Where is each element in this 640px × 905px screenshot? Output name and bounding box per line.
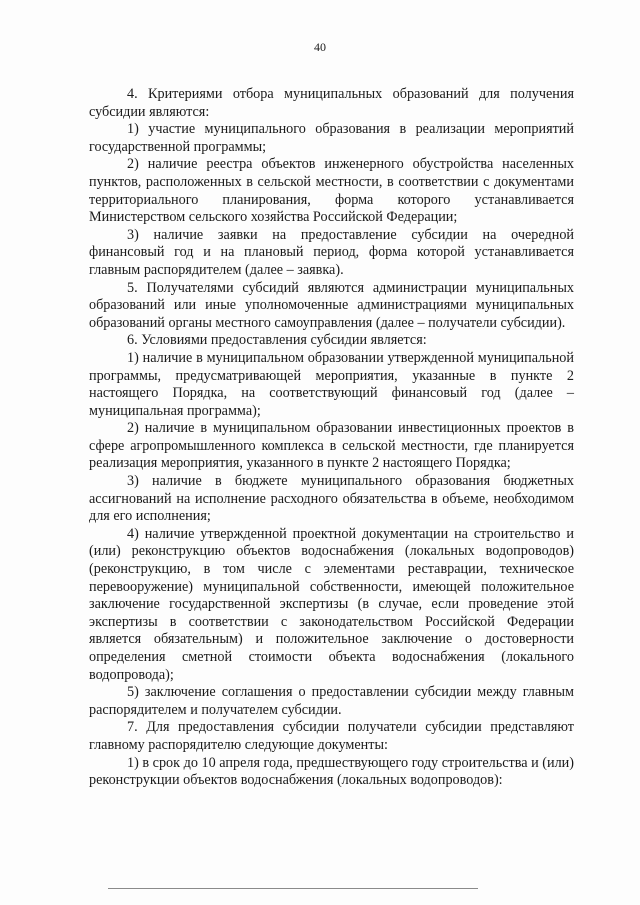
paragraph-conditions-5: 5) заключение соглашения о предоставлении субсидии между главным распорядителем и получателем субсидии. (89, 684, 574, 718)
paragraph-conditions: 6. Условиями предоставления субсидии является: (127, 332, 427, 349)
paragraph-conditions-1: 1) наличие в муниципальном образовании утвержденной муниципальной программы, предусматривающей мероприятия, указанные в пункте 2 настоящего Порядка, на соответствующий финансовый год (далее – муниципальная программа); (89, 349, 574, 419)
document-body (89, 86, 574, 790)
paragraph-criteria-2: 2) наличие реестра объектов инженерного обустройства населенных пунктов, расположенных в сельской местности, в соответствии с документами территориального планирования, форма которого устанавливается Министерством сельского хозяйства Российской Федерации; (89, 156, 574, 226)
paragraph-criteria: 4. Критериями отбора муниципальных образований для получения субсидии являются: (89, 86, 574, 120)
paragraph-documents: 7. Для предоставления субсидии получатели субсидии представляют главному распорядителю следующие документы: (89, 719, 574, 753)
paragraph-criteria-1: 1) участие муниципального образования в реализации мероприятий государственной программы; (89, 121, 574, 155)
paragraph-recipients: 5. Получателями субсидий являются администрации муниципальных образований или иные уполномоченные администрациями муниципальных образований органы местного самоуправления (далее – получатели субсидии). (89, 279, 574, 331)
paragraph-conditions-3: 3) наличие в бюджете муниципального образования бюджетных ассигнований на исполнение расходного обязательства в объеме, необходимом для его исполнения; (89, 473, 574, 525)
paragraph-conditions-4: 4) наличие утвержденной проектной документации на строительство и (или) реконструкцию объектов водоснабжения (локальных водопроводов) (реконструкцию, в том числе с элементами реставрации, техническое перевооружение) муниципальной собственности, имеющей положительное заключение государственной экспертизы (в случае, если проведение этой экспертизы в соответствии с законодательством Российской Федерации является обязательным) и положительное заключение о достоверности определения сметной стоимости объекта водоснабжения (локального водопровода); (89, 525, 574, 683)
page-bottom-rule (108, 888, 478, 889)
page-number: 40 (314, 40, 326, 54)
paragraph-conditions-2: 2) наличие в муниципальном образовании инвестиционных проектов в сфере агропромышленного комплекса в сельской местности, где планируется реализация мероприятия, указанного в пункте 2 настоящего Порядка; (89, 420, 574, 472)
paragraph-documents-1: 1) в срок до 10 апреля года, предшествующего году строительства и (или) реконструкции объектов водоснабжения (локальных водопроводов): (89, 754, 574, 789)
paragraph-criteria-3: 3) наличие заявки на предоставление субсидии на очередной финансовый год и на плановый период, форма которой устанавливается главным распорядителем (далее – заявка). (89, 226, 574, 278)
